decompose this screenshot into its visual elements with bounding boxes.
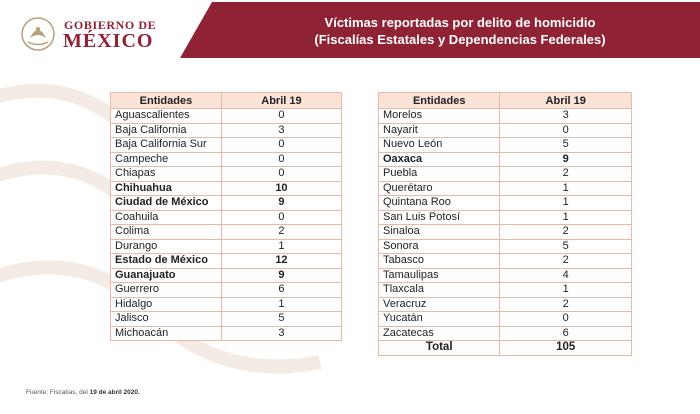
victim-count: 6 [500, 326, 632, 341]
victim-count: 2 [500, 254, 632, 269]
table-header-row [111, 93, 342, 109]
entity-name: Tamaulipas [379, 268, 500, 283]
source-date: 19 de abril 2020. [89, 389, 140, 396]
entity-name: Chihuahua [111, 181, 222, 196]
source-prefix: Fuente: Fiscalías, del [26, 389, 88, 396]
total-label: Total [379, 341, 500, 356]
victim-count: 6 [221, 283, 341, 298]
total-value: 105 [500, 341, 632, 356]
victim-count: 2 [500, 225, 632, 240]
victim-count: 12 [221, 254, 341, 269]
entity-name: Nayarit [379, 123, 500, 138]
victim-count: 0 [221, 109, 341, 124]
government-logo [20, 14, 190, 54]
victim-count: 5 [221, 312, 341, 327]
table-header-row [379, 93, 632, 109]
entity-name: Estado de México [111, 254, 222, 269]
victim-count: 9 [221, 268, 341, 283]
table-row [379, 167, 632, 182]
victim-count: 0 [221, 167, 341, 182]
victim-count: 0 [500, 123, 632, 138]
victim-count: 1 [221, 297, 341, 312]
victim-count: 3 [221, 123, 341, 138]
table-row [379, 109, 632, 124]
entity-name: Chiapas [111, 167, 222, 182]
table-row [111, 283, 342, 298]
entity-name: Durango [111, 239, 222, 254]
table-row [111, 268, 342, 283]
entity-name: Puebla [379, 167, 500, 182]
victim-count: 5 [500, 138, 632, 153]
logo-text-top: GOBIERNO DE [64, 18, 157, 32]
table-row [379, 326, 632, 341]
table-row [379, 152, 632, 167]
entity-name: Sinaloa [379, 225, 500, 240]
victim-count: 1 [221, 239, 341, 254]
column-header-month: Abril 19 [221, 93, 341, 109]
victim-count: 9 [221, 196, 341, 211]
homicide-table-right [378, 92, 632, 356]
victim-count: 0 [221, 210, 341, 225]
entity-name: Baja California [111, 123, 222, 138]
victim-count: 0 [500, 312, 632, 327]
victim-count: 0 [221, 138, 341, 153]
entity-name: Aguascalientes [111, 109, 222, 124]
victim-count: 9 [500, 152, 632, 167]
victim-count: 2 [221, 225, 341, 240]
table-row [111, 254, 342, 269]
victim-count: 4 [500, 268, 632, 283]
entity-name: Baja California Sur [111, 138, 222, 153]
entity-name: Nuevo León [379, 138, 500, 153]
victim-count: 0 [221, 152, 341, 167]
entity-name: Querétaro [379, 181, 500, 196]
table-row [111, 167, 342, 182]
entity-name: Morelos [379, 109, 500, 124]
table-row [379, 283, 632, 298]
table-row [379, 225, 632, 240]
homicide-table-left [110, 92, 342, 341]
column-header-month: Abril 19 [500, 93, 632, 109]
entity-name: Tlaxcala [379, 283, 500, 298]
table-row [111, 123, 342, 138]
table-row [111, 239, 342, 254]
table-row [111, 210, 342, 225]
entity-name: Oaxaca [379, 152, 500, 167]
table-row [111, 326, 342, 341]
entity-name: Veracruz [379, 297, 500, 312]
table-row [111, 225, 342, 240]
entity-name: Guerrero [111, 283, 222, 298]
victim-count: 10 [221, 181, 341, 196]
header [0, 0, 700, 62]
entity-name: Ciudad de México [111, 196, 222, 211]
victim-count: 1 [500, 181, 632, 196]
table-row [111, 138, 342, 153]
table-row [379, 239, 632, 254]
column-header-entity: Entidades [111, 93, 222, 109]
table-row [111, 196, 342, 211]
table-row [111, 181, 342, 196]
table-row [379, 312, 632, 327]
entity-name: Michoacán [111, 326, 222, 341]
entity-name: Jalisco [111, 312, 222, 327]
table-row [379, 297, 632, 312]
table-row [379, 254, 632, 269]
table-row [111, 152, 342, 167]
entity-name: Colima [111, 225, 222, 240]
total-row [379, 341, 632, 356]
table-row [379, 181, 632, 196]
victim-count: 1 [500, 196, 632, 211]
eagle-emblem-icon [20, 16, 56, 52]
victim-count: 3 [221, 326, 341, 341]
victim-count: 5 [500, 239, 632, 254]
table-row [111, 109, 342, 124]
table-row [379, 196, 632, 211]
entity-name: Campeche [111, 152, 222, 167]
entity-name: Sonora [379, 239, 500, 254]
table-row [111, 297, 342, 312]
entity-name: Hidalgo [111, 297, 222, 312]
victim-count: 2 [500, 167, 632, 182]
column-header-entity: Entidades [379, 93, 500, 109]
entity-name: Guanajuato [111, 268, 222, 283]
table-row [379, 138, 632, 153]
table-row [379, 210, 632, 225]
title-line-2: (Fiscalías Estatales y Dependencias Federales) [314, 32, 606, 47]
entity-name: Yucatán [379, 312, 500, 327]
entity-name: San Luis Potosí [379, 210, 500, 225]
table-row [379, 123, 632, 138]
victim-count: 1 [500, 210, 632, 225]
entity-name: Coahuila [111, 210, 222, 225]
victim-count: 1 [500, 283, 632, 298]
source-footnote [26, 389, 140, 396]
entity-name: Tabasco [379, 254, 500, 269]
logo-text-bottom: MÉXICO [63, 30, 154, 52]
victim-count: 2 [500, 297, 632, 312]
table-row [111, 312, 342, 327]
table-row [379, 268, 632, 283]
victim-count: 3 [500, 109, 632, 124]
title-line-1: Víctimas reportadas por delito de homicidio [324, 15, 596, 30]
page-title [240, 14, 680, 48]
entity-name: Quintana Roo [379, 196, 500, 211]
entity-name: Zacatecas [379, 326, 500, 341]
